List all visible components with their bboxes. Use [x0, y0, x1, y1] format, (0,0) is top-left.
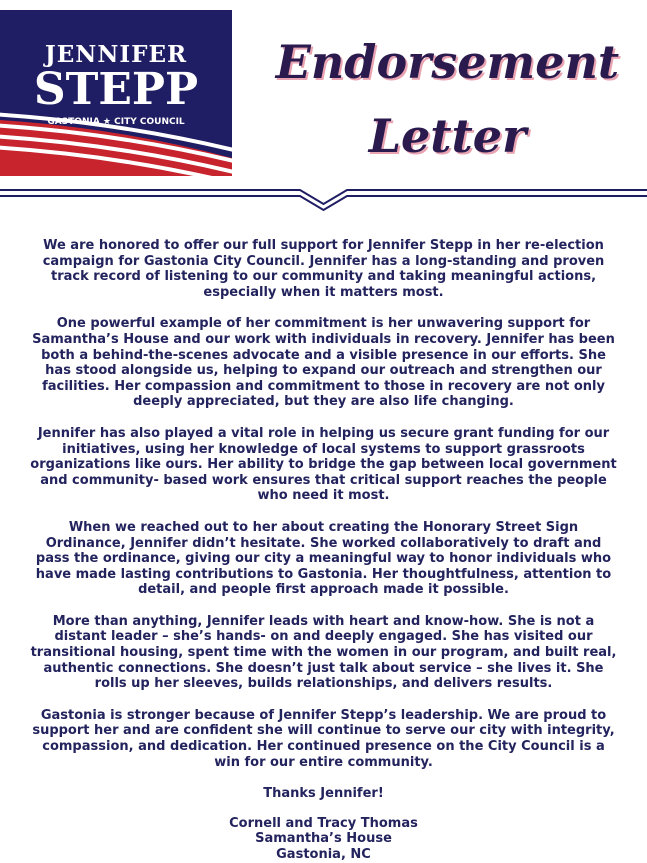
- paragraph-1: We are honored to offer our full support for Jennifer Stepp in her re-election campaign for Gastonia City Council. Jennifer has a long-standing and proven track record of listening to our community and taking meaningful actions, especially when it matters most.: [42, 238, 605, 300]
- logo-last-name: STEPP: [33, 64, 199, 115]
- signature-block: [30, 816, 617, 863]
- logo-first-name: JENNIFER: [44, 41, 188, 68]
- campaign-logo: [0, 10, 232, 176]
- letter-body: [30, 238, 617, 863]
- signature-names: Cornell and Tracy Thomas: [229, 815, 418, 831]
- paragraph-2: One powerful example of her commitment is her unwavering support for Samantha’s House and our work with individuals in recovery. Jennifer has been both a behind-the-scenes advocate and a visible presence in our efforts. She has stood alongside us, helping to expand our outreach and strengthen our facilities. Her compassion and commitment to those in recovery are not only deeply appreciated, but they are also life changing.: [32, 316, 615, 410]
- logo-subtitle: GASTONIA ★ CITY COUNCIL: [47, 117, 185, 127]
- paragraph-3: Jennifer has also played a vital role in helping us secure grant funding for our initiatives, using her knowledge of local systems to support grassroots organizations like ours. Her ability to bridge the gap between local government and community- based work ensures that critical support reaches the people who need it most.: [30, 425, 617, 504]
- paragraph-5: More than anything, Jennifer leads with heart and know-how. She is not a distant leader – she’s hands- on and deeply engaged. She has visited our transitional housing, spent time with the women in our program, and built real, authentic connections. She doesn’t just talk about service – she lives it. She rolls up her sleeves, builds relationships, and delivers results.: [30, 613, 617, 692]
- title-line-2: Letter: [368, 109, 527, 163]
- paragraph-6: Gastonia is stronger because of Jennifer Stepp’s leadership. We are proud to support her and are confident she will continue to serve our city with integrity, compassion, and dedication. Her continued presence on the City Council is a win for our entire community.: [32, 707, 615, 770]
- header-divider: [0, 186, 647, 212]
- signature-organization: Samantha’s House: [255, 831, 392, 847]
- signature-location: Gastonia, NC: [276, 847, 371, 862]
- title-line-1: Endorsement: [275, 35, 620, 89]
- paragraph-4: When we reached out to her about creating the Honorary Street Sign Ordinance, Jennifer didn’t hesitate. She worked collaboratively to draft and pass the ordinance, giving our city a meaningful way to honor individuals who have made lasting contributions to Gastonia. Her thoughtfulness, attention to detail, and people first approach made it possible.: [35, 519, 612, 598]
- closing-line: Thanks Jennifer!: [263, 786, 384, 802]
